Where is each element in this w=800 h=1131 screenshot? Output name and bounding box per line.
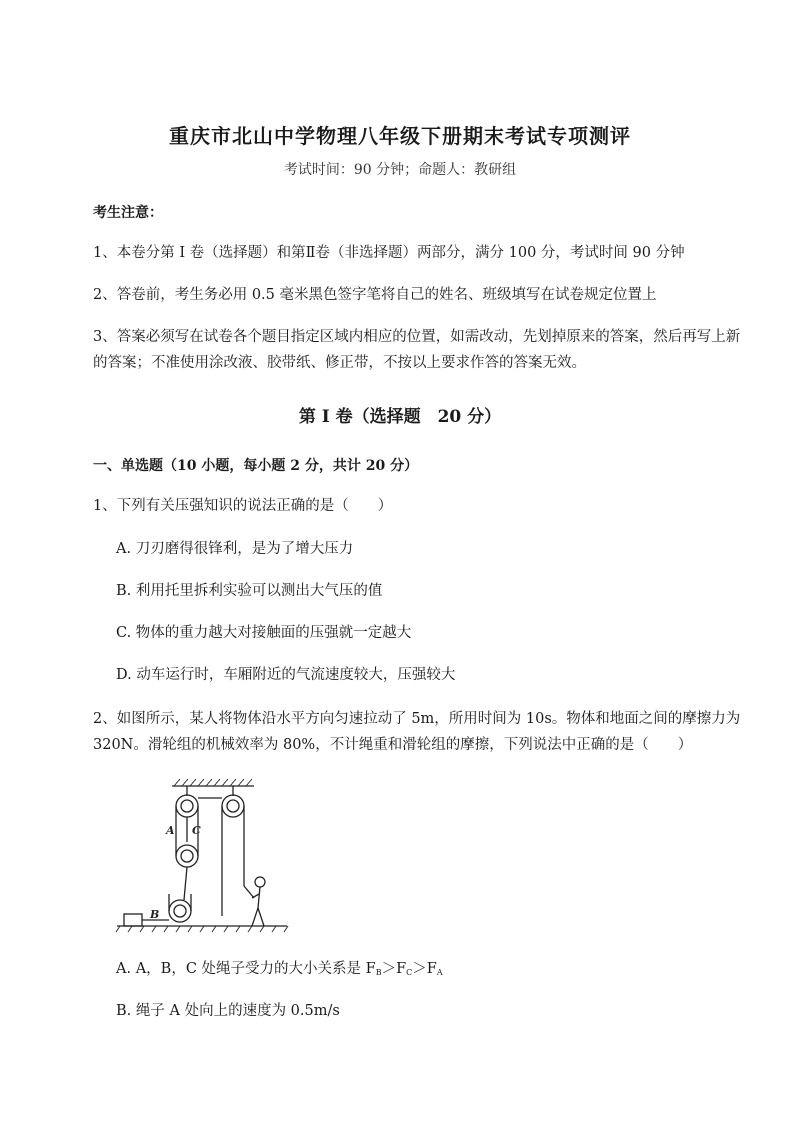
question-2-option-b: B. 绳子 A 处向上的速度为 0.5m/s bbox=[116, 1003, 340, 1019]
question-1-option-b: B. 利用托里拆利实验可以测出大气压的值 bbox=[116, 583, 383, 599]
exam-info: 考试时间：90 分钟；命题人：教研组 bbox=[283, 162, 517, 178]
diagram-label-a: A bbox=[166, 824, 175, 837]
diagram-label-b: B bbox=[150, 908, 160, 921]
question-group-heading: 一、单选题（10 小题，每小题 2 分，共计 20 分） bbox=[93, 458, 419, 474]
option-a-text: A. A，B，C 处绳子受力的大小关系是 F bbox=[116, 961, 376, 977]
notice-item-3: 3、答案必须写在试卷各个题目指定区域内相应的位置，如需改动，先划掉原来的答案，然后再写上新的答案；不准使用涂改液、胶带纸、修正带，不按以上要求作答的答案无效。 bbox=[93, 329, 741, 371]
section-title: 第 I 卷（选择题 20 分） bbox=[298, 407, 502, 427]
notice-heading: 考生注意： bbox=[93, 205, 163, 221]
subscript-b: B bbox=[375, 968, 382, 977]
question-2-stem: 2、如图所示，某人将物体沿水平方向匀速拉动了 5m，所用时间为 10s。物体和地面之间的摩擦力为 320N。滑轮组的机械效率为 80%，不计绳重和滑轮组的摩擦，下列说法中正确的是（ ） bbox=[93, 711, 741, 753]
pulley-system-diagram bbox=[112, 776, 292, 934]
subscript-c: C bbox=[406, 968, 413, 977]
notice-item-1: 1、本卷分第 I 卷（选择题）和第Ⅱ卷（非选择题）两部分，满分 100 分，考试时间 90 分钟 bbox=[93, 245, 685, 261]
question-2-option-a bbox=[116, 958, 443, 984]
diagram-label-c: C bbox=[192, 824, 201, 837]
subscript-a: A bbox=[436, 968, 443, 977]
question-1-option-a: A. 刀刃磨得很锋利，是为了增大压力 bbox=[116, 541, 354, 557]
question-1-option-d: D. 动车运行时，车厢附近的气流速度较大，压强较大 bbox=[116, 667, 456, 683]
question-1-option-c: C. 物体的重力越大对接触面的压强就一定越大 bbox=[116, 625, 412, 641]
page-title: 重庆市北山中学物理八年级下册期末考试专项测评 bbox=[169, 124, 631, 148]
option-a-gt-1: ＞F bbox=[381, 961, 407, 977]
question-1-stem: 1、下列有关压强知识的说法正确的是（ ） bbox=[93, 498, 393, 514]
option-a-gt-2: ＞F bbox=[412, 961, 437, 977]
notice-item-2: 2、答卷前，考生务必用 0.5 毫米黑色签字笔将自己的姓名、班级填写在试卷规定位置上 bbox=[93, 287, 657, 303]
